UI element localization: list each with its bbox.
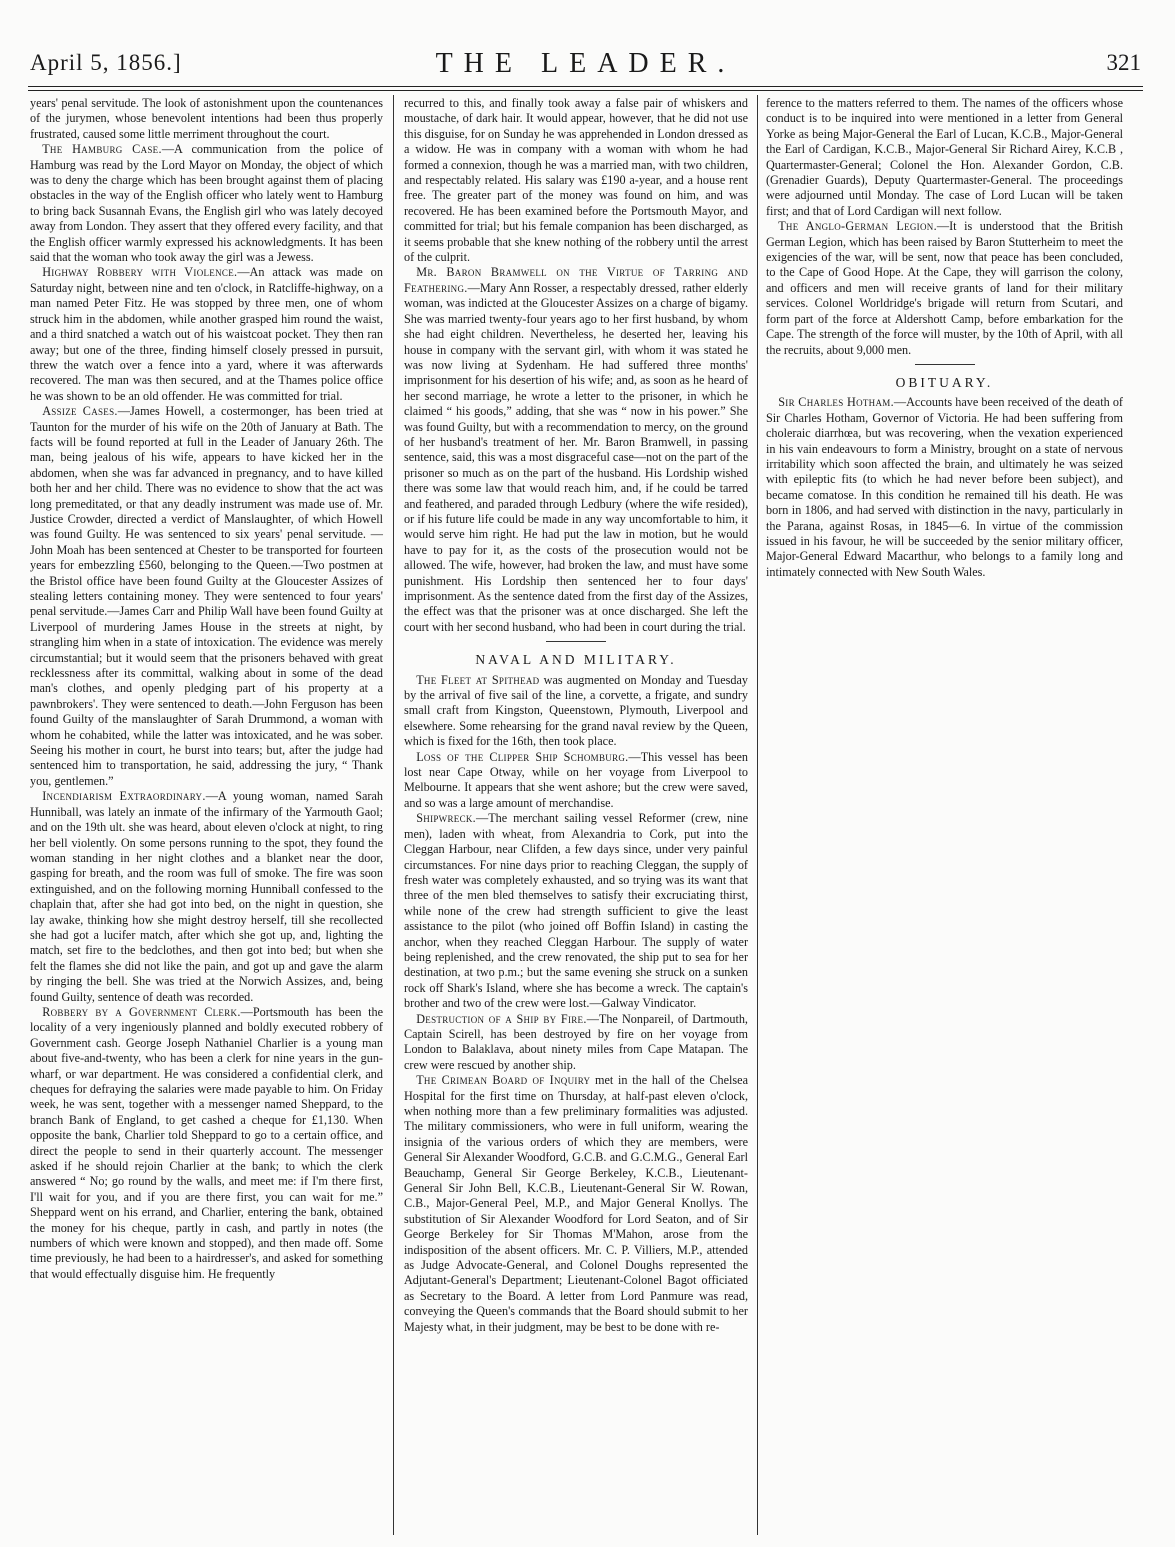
article-paragraph: Shipwreck.—The merchant sailing vessel Reformer (crew, nine men), laden with wheat, from Alexandria to Cork, put into the Cleggan Harbour, near Clifden, a few days since, under very painful circumstances. For nine days prior to reaching Cleggan, the supply of fresh water was completely exhausted, and so trying was its want that three of the men bled themselves to satisfy their excruciating thirst, while none of the crew had strength sufficient to give the least assistance to the pilot (who joined off Boffin Island) in casting the anchor, when they reached Cleggan Harbour. The supply of water being replenished, and the crew renovated, the ship put to sea for her destination, at two p.m.; but the same evening she struck on a sunken rock off Shark's Island, where she has become a wreck. The captain's brother and two of the crew were lost.—Galway Vindicator. (404, 811, 748, 1011)
article-title: Robbery by a Government Clerk. (42, 1004, 241, 1019)
article-title: Incendiarism Extraordinary. (42, 789, 206, 804)
article-paragraph: The Crimean Board of Inquiry met in the hall of the Chelsea Hospital for the first time on Thursday, at half-past eleven o'clock, when nothing more than a few preliminary formalities was adjusted. The military commissioners, who were in full uniform, wearing the insignia of the various orders of which they are members, were General Sir Alexander Woodford, G.C.B. and G.C.M.G., General Earl Beauchamp, General Sir George Berkeley, K.C.B., Lieutenant-General Sir John Bell, K.C.B., Lieutenant-General Sir W. Rowan, C.B., Major-General Peel, M.P., and Major General Knollys. The substitution of Sir Alexander Woodford for Lord Seaton, and of Sir George Berkeley for Sir Thomas M'Mahon, arose from the indisposition of the absent officers. Mr. C. P. Villiers, M.P., attended as Judge Advocate-General, and Colonel Doughs represented the Adjutant-General's Department; Lieutenant-Colonel Bagot officiated as Secretary to the Board. A letter from Lord Panmure was read, conveying the Queen's commands that the Board should submit to her Majesty what, in their judgment, may be best to be done with re- (404, 1073, 748, 1334)
article-title: The Fleet at Spithead (416, 672, 540, 687)
column-3 (766, 96, 1123, 580)
article-paragraph: ference to the matters referred to them. The names of the officers whose conduct is to be inquired into were mentioned in a letter from General Yorke as being Major-General the Earl of Lucan, K.C.B., Major-General the Earl of Cardigan, K.C.B., Major-General Sir Richard Airey, K.C.B , Quartermaster-General; Colonel the Hon. Alexander Gordon, C.B. (Grenadier Guards), Deputy Quartermaster-General. The proceedings were adjourned until Monday. The case of Lord Lucan will be taken first; and that of Lord Cardigan will next follow. (766, 96, 1123, 218)
article-paragraph: Sir Charles Hotham.—Accounts have been received of the death of Sir Charles Hotham, Governor of Victoria. He had been suffering from choleraic diarrhœa, but was recovering, when the vexation experienced in his vain endeavours to form a Ministry, brought on a state of nervous irritability which soon affected the brain, and ultimately he was seized with epileptic fits (to which he had never before been subject), and became comatose. In this condition he remained till his death. He was born in 1806, and had served with distinction in the navy, particularly in the Parana, against Rosas, in 1845—6. In virtue of the commission issued in his favour, he will be succeeded by the senior military officer, Major-General Edward Macarthur, who belongs to a family long and intimately connected with New South Wales. (766, 395, 1123, 579)
article-paragraph: The Anglo-German Legion.—It is understood that the British German Legion, which has been raised by Baron Stutterheim to meet the exigencies of the war, will be sent, now that peace has been concluded, to the Cape of Good Hope. At the Cape, they will garrison the colony, and officers and men will receive grants of land for their military services. Colonel Worldridge's brigade will return from Scutari, and form part of the force at Aldershott Camp, before embarkation for the Cape. The strength of the force will muster, by the 10th of April, with all the recruits, about 9,000 men. (766, 219, 1123, 357)
issue-date: April 5, 1856.] (30, 50, 182, 75)
section-heading-obituary: OBITUARY. (895, 374, 994, 390)
article-title: Shipwreck. (416, 811, 477, 826)
article-title: Destruction of a Ship by Fire. (416, 1011, 587, 1026)
article-paragraph: Destruction of a Ship by Fire.—The Nonpareil, of Dartmouth, Captain Scirell, has been destroyed by fire on her voyage from London to Balaklava, about ninety miles from Cape Matapan. The crew were rescued by another ship. (404, 1011, 748, 1072)
section-heading-naval: NAVAL AND MILITARY. (475, 652, 677, 668)
article-paragraph: The Fleet at Spithead was augmented on Monday and Tuesday by the arrival of five sail of the line, a corvette, a frigate, and sundry small craft from Kingston, Queenstown, Plymouth, Liverpool and elsewhere. Some rehearsing for the grand naval review by the Queen, which is fixed for the 16th, then took place. (404, 672, 748, 749)
column-divider (757, 95, 758, 1535)
article-title: The Anglo-German Legion. (778, 219, 937, 234)
column-1 (30, 96, 383, 1282)
page-number: 321 (1106, 50, 1141, 75)
article-paragraph: The Hamburg Case.—A communication from the police of Hamburg was read by the Lord Mayor on Monday, the object of which was to deny the charge which has been brought against them of placing obstacles in the way of the English officer who lately went to Hamburg to bring back Susannah Evans, the English girl who was lately decoyed away from London. They assert that they offered every facility, and that the English officer warmly expressed his acknowledgments. It has been said that the woman who took away the girl was a Jewess. (30, 142, 383, 265)
article-paragraph: Incendiarism Extraordinary.—A young woman, named Sarah Hunniball, was lately an inmate of the infirmary of the Yarmouth Gaol; and on the 19th ult. she was heard, about eleven o'clock at night, to ring her bell violently. On some persons running to the spot, they found the woman standing in her night clothes and a blanket near the door, gasping for breath, and the room was full of smoke. The fire was soon extinguished, and on the following morning Hunniball confessed to the chaplain that, after she had got into bed, on the night in question, she lay awake, thinking how she might destroy herself, till she recollected she had got a lucifer match, after which she got up, and, lighting the match, set fire to the bedclothes, and then got into bed; but when she felt the flames she did not like the pain, and got up and gave the alarm by ringing the bell. She was tried at the Norwich Assizes, and, being found Guilty, sentence of death was recorded. (30, 789, 383, 1004)
article-title: The Hamburg Case. (42, 142, 162, 157)
article-paragraph: Assize Cases.—James Howell, a costermonger, has been tried at Taunton for the murder of his wife on the 20th of January at Bath. The facts will be found reported at full in the Leader of January 26th. The man, being jealous of his wife, appears to have kicked her in the abdomen, when she was far advanced in pregnancy, and to have killed both her and her child. There was no evidence to show that the act was long premeditated, or that any deadly instrument was made use of. Mr. Justice Crowder, directed a verdict of Manslaughter, of which Howell was found Guilty. He was sentenced to six years' penal servitude. —John Moah has been sentenced at Chester to be transported for fourteen years for embezzling £560, belonging to the Queen.—Two postmen at the Bristol office have been found Guilty at the Gloucester Assizes of stealing letters containing money. They were sentenced to four years' penal servitude.—James Carr and Philip Wall have been found Guilty at Liverpool of murdering James House in the streets at night, by strangling him when in a state of intoxication. The evidence was merely circumstantial; but it would seem that the prisoners behaved with great recklessness after its committal, walking about in some of the dead man's clothes, and openly pledging part of his property at a pawnbrokers'. They were sentenced to death.—John Ferguson has been found Guilty of the manslaughter of Sarah Drummond, a woman with whom he cohabited, while the latter was intoxicated, and he was sober. Seeing his mother in court, he burst into tears; but, after the judge had sentenced him to transportation, he said, addressing the jury, “ Thank you, gentlemen.” (30, 404, 384, 788)
article-paragraph: Highway Robbery with Violence.—An attack was made on Saturday night, between nine and ten o'clock, in Ratcliffe-highway, on a man named Peter Fitz. He was stopped by three men, one of whom struck him in the abdomen, while another grasped him round the waist, and a third snatched a watch out of his waistcoat pocket. They then ran away; but one of the three, finding himself closely pressed in pursuit, threw the watch over a fence into a yard, where it was afterwards recovered. The man was then secured, and at the Thames police office he was shown to be an old offender. He was committed for trial. (30, 265, 383, 403)
section-rule (915, 364, 975, 365)
newspaper-page (20, 50, 1155, 1535)
masthead (28, 50, 1143, 78)
article-paragraph: years' penal servitude. The look of astonishment upon the countenances of the jurymen, whose benevolent intentions had been thus properly frustrated, caused some little merriment throughout the court. (30, 96, 383, 141)
article-title: Sir Charles Hotham. (778, 395, 894, 410)
section-rule (546, 641, 606, 642)
article-title: Mr. Baron Bramwell on the Virtue of Tarring and Feathering. (404, 265, 748, 295)
article-paragraph: Robbery by a Government Clerk.—Portsmouth has been the locality of a very ingeniously planned and boldly executed robbery of Government cash. George Joseph Nathaniel Charlier is a young man about five-and-twenty, who has been a clerk for nine years in the gun-wharf, or war department. He was considered a confidential clerk, and cheques for defraying the salaries were made payable to him. On Friday week, he was sent, together with a messenger named Sheppard, to the branch Bank of England, to get cashed a cheque for £1,130. When opposite the bank, Charlier told Sheppard to go to a certain office, and direct the people to send in their quarterly account. The messenger asked if he should rejoin Charlier at the bank; to which the clerk answered “ No; go round by the walls, and meet me: if I'm there first, I'll wait for you, and if you are there first, you can wait for me.” Sheppard went on his errand, and Charlier, entering the bank, obtained the money for his cheque, partly in cash, and partly in notes (the numbers of which were known and stopped), and then made off. Some time previously, he had been to a hairdresser's, and asked for something that would effectually disguise him. He frequently (30, 1004, 383, 1281)
newspaper-title: THE LEADER. (435, 48, 736, 79)
column-divider (393, 95, 394, 1535)
article-title: Highway Robbery with Violence. (42, 265, 238, 280)
masthead-rule-bottom (28, 90, 1143, 91)
article-paragraph: recurred to this, and finally took away a false pair of whiskers and moustache, of dark hair. It would appear, however, that he did not use this disguise, for on Sunday he was apprehended in London dressed as a widow. He was in company with a woman with whom he had formed a connexion, though he was a married man, with two children, and respectably related. His salary was £190 a-year, and a house rent free. The greater part of the money was found on him, and was recovered. He has been examined before the Portsmouth Mayor, and committed for trial; but his female companion has been discharged, as it seems probable that she knew nothing of the robbery until the arrest of the culprit. (404, 96, 748, 265)
masthead-rule-top (28, 86, 1143, 87)
article-title: The Crimean Board of Inquiry (416, 1073, 591, 1088)
article-paragraph: Mr. Baron Bramwell on the Virtue of Tarring and Feathering.—Mary Ann Rosser, a respectably dressed, rather elderly woman, was indicted at the Gloucester Assizes on a charge of bigamy. She was married twenty-four years ago to her first husband, by whom she had eight children. Nevertheless, he deserted her, leaving his house in company with the servant girl, with whom it was stated he was now living at Sydenham. He had suffered three months' imprisonment for his desertion of his wife; and, as soon as he heard of her second marriage, he wrote a letter to the prisoner, in which he claimed “ his goods,” adding, that she was “ now in his power.” She was found Guilty, but with a recommendation to mercy, on the ground of her husband's treatment of her. Mr. Baron Bramwell, in passing sentence, said, this was a most disgraceful case—not on the part of the prisoner so much as on the part of the husband. His Lordship wished there was some law that would reach him, and, if he could be tarred and feathered, and paraded through Ledbury (where the wife resided), or if his future life could be made in any way uncomfortable to him, it would serve him right. He had put the law in motion, but he would have to pay for it, as the costs of the prosecution would not be allowed. The wife, however, had broken the law, and must have some punishment. His Lordship then sentenced her to four days' imprisonment. As the sentence dated from the first day of the Assizes, the effect was that the prisoner was at once discharged. She left the court with her second husband, who had been in court during the trial. (404, 265, 748, 634)
column-2 (404, 96, 748, 1335)
article-paragraph: Loss of the Clipper Ship Schomburg.—This vessel has been lost near Cape Otway, while on her voyage from Liverpool to Melbourne. It appears that she went ashore; but the crew were saved, and so was a large amount of merchandise. (404, 749, 748, 810)
article-title: Loss of the Clipper Ship Schomburg. (416, 749, 629, 764)
article-title: Assize Cases. (42, 404, 118, 419)
